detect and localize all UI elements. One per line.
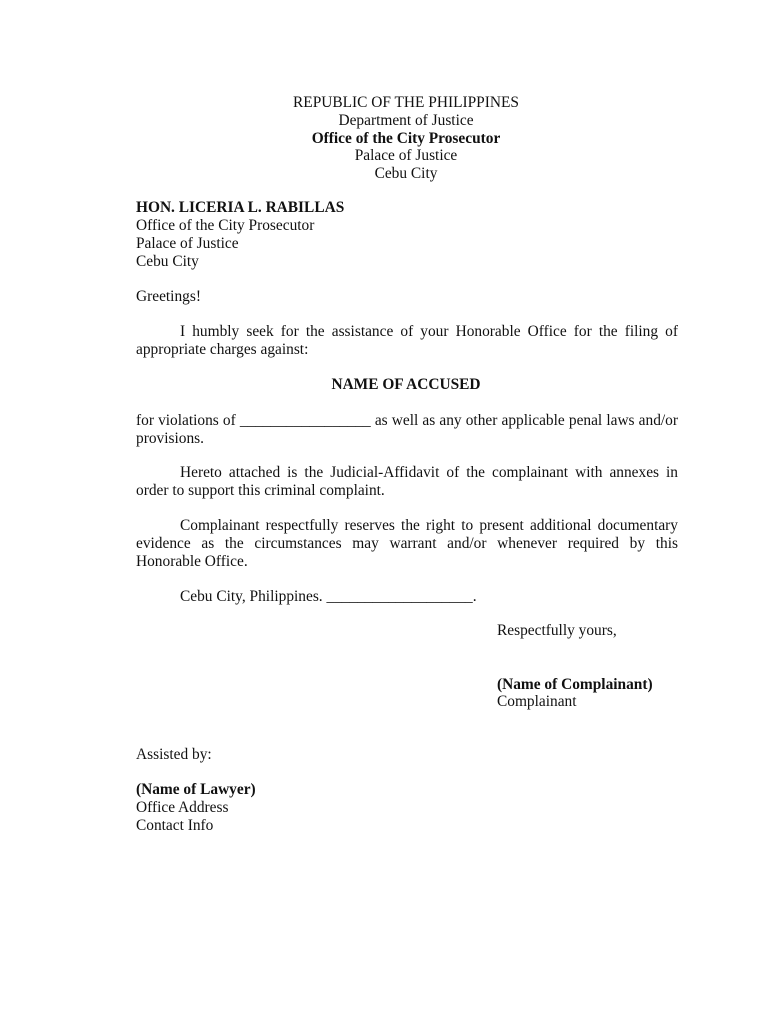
accused-name: NAME OF ACCUSED	[331, 376, 481, 393]
addressee-name: HON. LICERIA L. RABILLAS	[136, 199, 345, 216]
paragraph-request: I humbly seek for the assistance of your Honorable Office for the filing of appropriate charges against:	[136, 323, 678, 358]
lawyer-address: Office Address	[136, 799, 229, 816]
header-palace: Palace of Justice	[354, 147, 458, 164]
header-city: Cebu City	[374, 165, 438, 182]
addressee-office: Office of the City Prosecutor	[136, 217, 315, 234]
valediction: Respectfully yours,	[497, 622, 617, 639]
assisted-label: Assisted by:	[136, 746, 212, 763]
lawyer-contact: Contact Info	[136, 817, 214, 834]
paragraph-attachments: Hereto attached is the Judicial-Affidavit of the complainant with annexes in order to support this criminal complaint.	[136, 464, 678, 499]
greeting: Greetings!	[136, 288, 201, 305]
header-office: Office of the City Prosecutor	[311, 130, 501, 147]
addressee-palace: Palace of Justice	[136, 235, 239, 252]
paragraph-violations: for violations of _________________ as well as any other applicable penal laws and/or provisions.	[136, 412, 678, 447]
header-republic: REPUBLIC OF THE PHILIPPINES	[293, 94, 519, 111]
lawyer-name: (Name of Lawyer)	[136, 781, 256, 798]
complainant-title: Complainant	[497, 693, 577, 710]
header-department: Department of Justice	[338, 112, 474, 129]
addressee-city: Cebu City	[136, 253, 199, 270]
place-date: Cebu City, Philippines. ___________________.	[180, 588, 477, 605]
complainant-name: (Name of Complainant)	[497, 676, 653, 693]
paragraph-reservation: Complainant respectfully reserves the right to present additional documentary evidence as the circumstances may warrant and/or whenever required by this Honorable Office.	[136, 517, 678, 570]
